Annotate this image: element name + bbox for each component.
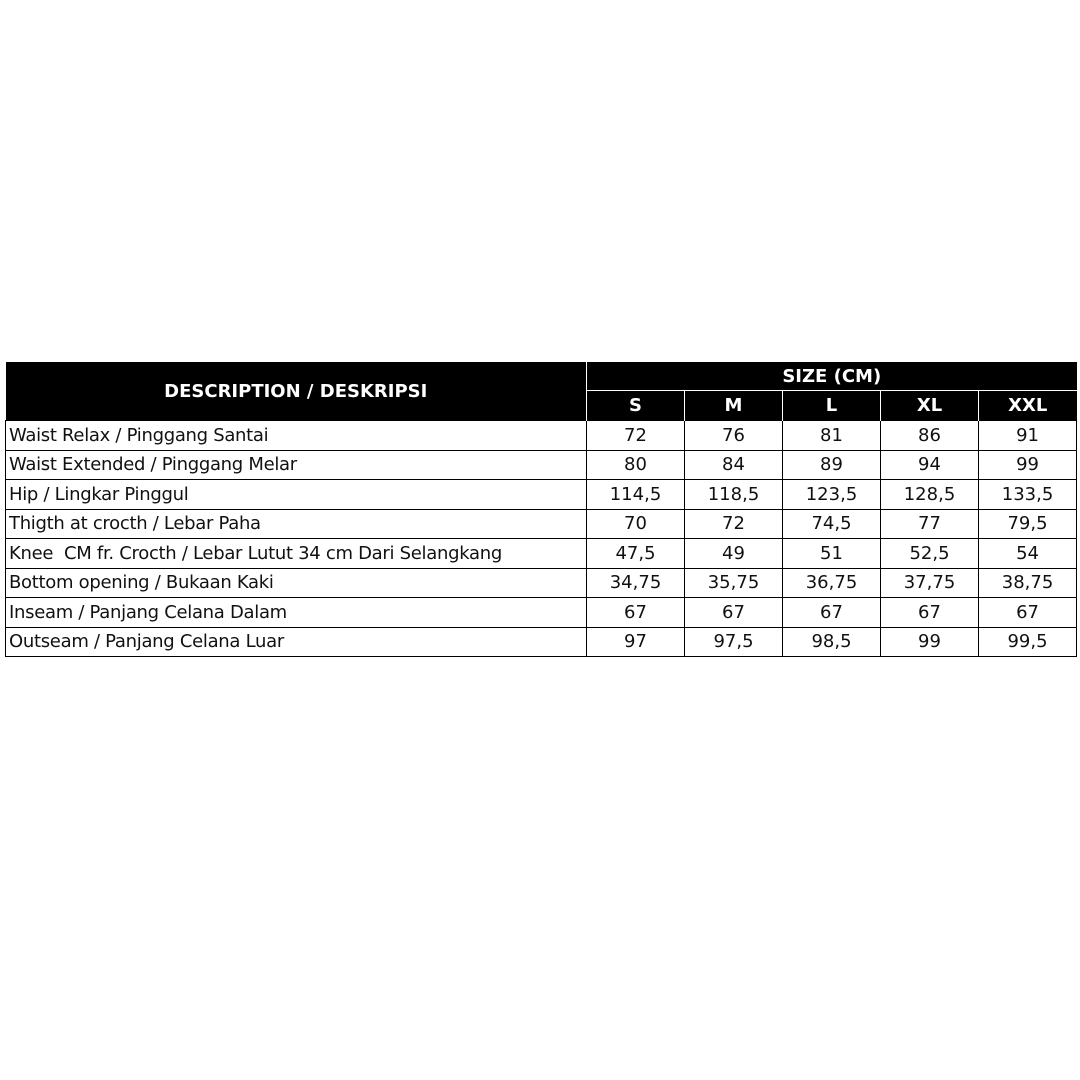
cell-value: 91 (979, 421, 1077, 451)
table-row (6, 598, 1077, 628)
cell-value: 133,5 (979, 480, 1077, 510)
cell-value: 47,5 (587, 539, 685, 569)
table-row (6, 627, 1077, 657)
cell-value: 99 (881, 627, 979, 657)
size-header-m: M (685, 391, 783, 421)
cell-value: 84 (685, 450, 783, 480)
row-label: Waist Extended / Pinggang Melar (6, 450, 587, 480)
cell-value: 52,5 (881, 539, 979, 569)
row-label: Bottom opening / Bukaan Kaki (6, 568, 587, 598)
table-row (6, 509, 1077, 539)
cell-value: 54 (979, 539, 1077, 569)
size-header-xl: XL (881, 391, 979, 421)
cell-value: 67 (979, 598, 1077, 628)
table-row (6, 539, 1077, 569)
cell-value: 49 (685, 539, 783, 569)
cell-value: 81 (783, 421, 881, 451)
row-label: Knee CM fr. Crocth / Lebar Lutut 34 cm Dari Selangkang (6, 539, 587, 569)
cell-value: 37,75 (881, 568, 979, 598)
row-label: Outseam / Panjang Celana Luar (6, 627, 587, 657)
cell-value: 67 (783, 598, 881, 628)
cell-value: 123,5 (783, 480, 881, 510)
cell-value: 86 (881, 421, 979, 451)
cell-value: 99 (979, 450, 1077, 480)
cell-value: 67 (587, 598, 685, 628)
size-chart-table (5, 362, 1077, 657)
cell-value: 72 (685, 509, 783, 539)
cell-value: 99,5 (979, 627, 1077, 657)
cell-value: 74,5 (783, 509, 881, 539)
row-label: Hip / Lingkar Pinggul (6, 480, 587, 510)
cell-value: 67 (685, 598, 783, 628)
size-header-xxl: XXL (979, 391, 1077, 421)
size-header-s: S (587, 391, 685, 421)
table-row (6, 421, 1077, 451)
cell-value: 94 (881, 450, 979, 480)
size-group-header: SIZE (CM) (587, 362, 1077, 391)
table-row (6, 568, 1077, 598)
cell-value: 51 (783, 539, 881, 569)
cell-value: 72 (587, 421, 685, 451)
table-body (6, 421, 1077, 657)
table-row (6, 450, 1077, 480)
size-header-l: L (783, 391, 881, 421)
cell-value: 97 (587, 627, 685, 657)
cell-value: 80 (587, 450, 685, 480)
cell-value: 34,75 (587, 568, 685, 598)
cell-value: 97,5 (685, 627, 783, 657)
cell-value: 36,75 (783, 568, 881, 598)
cell-value: 67 (881, 598, 979, 628)
table-header (6, 362, 1077, 421)
cell-value: 70 (587, 509, 685, 539)
cell-value: 77 (881, 509, 979, 539)
cell-value: 89 (783, 450, 881, 480)
cell-value: 76 (685, 421, 783, 451)
table-row (6, 480, 1077, 510)
description-column-header: DESCRIPTION / DESKRIPSI (6, 362, 587, 421)
cell-value: 114,5 (587, 480, 685, 510)
cell-value: 128,5 (881, 480, 979, 510)
row-label: Thigth at crocth / Lebar Paha (6, 509, 587, 539)
row-label: Waist Relax / Pinggang Santai (6, 421, 587, 451)
header-row-group (6, 362, 1077, 391)
cell-value: 98,5 (783, 627, 881, 657)
cell-value: 38,75 (979, 568, 1077, 598)
row-label: Inseam / Panjang Celana Dalam (6, 598, 587, 628)
cell-value: 35,75 (685, 568, 783, 598)
cell-value: 118,5 (685, 480, 783, 510)
cell-value: 79,5 (979, 509, 1077, 539)
